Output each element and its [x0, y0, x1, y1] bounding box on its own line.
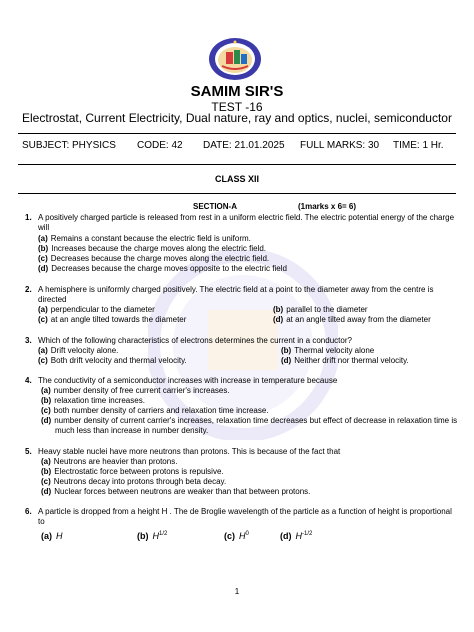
question-text: Which of the following characteristics of electrons determines the current in a conductor?	[38, 336, 352, 345]
option-c: (c) at an angle tilted towards the diameter	[38, 315, 187, 324]
question-text: A hemisphere is uniformly charged positively. The electric field at a point to the diameter away from the centre is directed	[38, 285, 434, 304]
section-marks: (1marks x 6= 6)	[298, 202, 357, 211]
divider	[18, 164, 456, 165]
subject-field: SUBJECT: PHYSICS	[22, 140, 116, 151]
question-number: 3.	[25, 336, 32, 345]
option-b: (b) $H^{1/2}$	[137, 531, 168, 541]
divider	[18, 193, 456, 194]
option-d: (d) Decreases because the charge moves opposite to the electric field	[38, 264, 287, 273]
question-text: Heavy stable nuclei have more neutrons than protons. This is because of the fact that	[38, 447, 341, 456]
date-field: DATE: 21.01.2025	[203, 140, 285, 151]
option-d: (d) Neither drift nor thermal velocity.	[281, 356, 409, 365]
option-c: (c) Neutrons decay into protons through beta decay.	[41, 477, 227, 486]
test-topics: Electrostat, Current Electricity, Dual nature, ray and optics, nuclei, semiconductor	[22, 111, 452, 125]
question-text: A positively charged particle is released from rest in a uniform electric field. The electric potential energy of the charge will	[38, 213, 455, 232]
question-number: 2.	[25, 285, 32, 294]
option-b: (b) parallel to the diameter	[273, 305, 368, 314]
option-a: (a) perpendicular to the diameter	[38, 305, 155, 314]
option-a: (a) number density of free current carrier's increases.	[41, 386, 230, 395]
time-field: TIME: 1 Hr.	[393, 140, 444, 151]
institute-logo	[208, 37, 262, 81]
option-c: (c) both number density of carriers and relaxation time increase.	[41, 406, 269, 415]
institute-name: SAMIM SIR'S	[190, 83, 284, 100]
option-c: (c) Both drift velocity and thermal velocity.	[38, 356, 187, 365]
option-a: (a) Drift velocity alone.	[38, 346, 119, 355]
divider	[18, 133, 456, 134]
option-b: (b) Electrostatic force between protons is repulsive.	[41, 467, 224, 476]
option-d: (d) $H^{-1/2}$	[280, 531, 313, 541]
option-b: (b) relaxation time increases.	[41, 396, 145, 405]
full-marks-field: FULL MARKS: 30	[300, 140, 380, 151]
question-text: A particle is dropped from a height H . The de Broglie wavelength of the particle as a function of height is proportional to	[38, 507, 452, 526]
question-text: The conductivity of a semiconductor increases with increase in temperature because	[38, 376, 338, 385]
section-title: SECTION-A	[193, 202, 237, 211]
option-a: (a) Neutrons are heavier than protons.	[41, 457, 178, 466]
option-a: (a) Remains a constant because the electric field is uniform.	[38, 234, 251, 243]
question-number: 4.	[25, 376, 32, 385]
question-number: 6.	[25, 507, 32, 516]
option-d: (d) number density of current carrier's increases, relaxation time decreases but effect of decrease in relaxation time is much less than increase in number density.	[41, 416, 458, 435]
option-d: (d) at an angle tilted away from the diameter	[273, 315, 431, 324]
test-number: TEST -16	[211, 100, 263, 114]
option-c: (c) $H^0$	[224, 531, 249, 541]
question-number: 5.	[25, 447, 32, 456]
option-b: (b) Thermal velocity alone	[281, 346, 375, 355]
option-c: (c) Decreases because the charge moves along the electric field.	[38, 254, 270, 263]
page-number: 1	[234, 587, 240, 596]
question-number: 1.	[25, 213, 32, 222]
class-label: CLASS XII	[214, 174, 259, 184]
option-a: (a) H	[41, 531, 63, 541]
option-b: (b) Increases because the charge moves along the electric field.	[38, 244, 267, 253]
option-d: (d) Nuclear forces between neutrons are weaker than that between protons.	[41, 487, 311, 496]
code-field: CODE: 42	[137, 140, 183, 151]
